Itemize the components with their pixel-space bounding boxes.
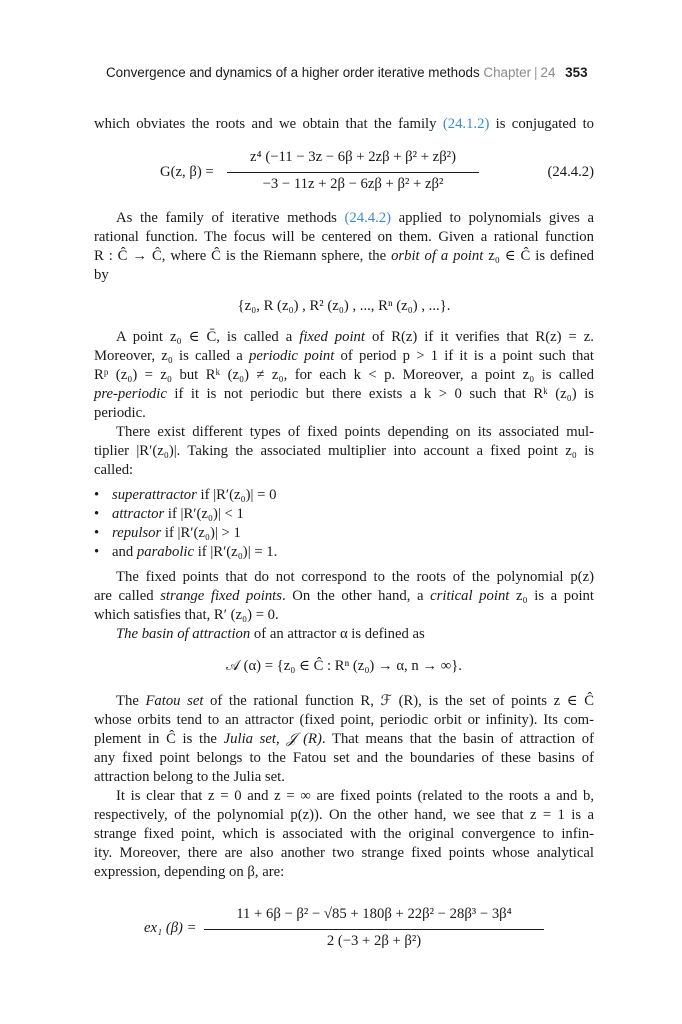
equation-numerator: z⁴ (−11 − 3z − 6β + 2zβ + β² + zβ²) [250,149,456,165]
header-chapter-number: 24 [540,65,556,80]
equation-ref-link[interactable]: (24.4.2) [344,210,392,226]
bullet-icon: • [94,525,100,541]
text-line: are called strange fixed points. On the other hand, a critical point z₀ is a point [94,588,594,604]
bullet-icon: • [94,544,100,560]
equation-ref-link[interactable]: (24.1.2) [442,116,490,132]
list-item: • superattractor if |R′(z₀)| = 0 [94,487,277,503]
orbit-formula: {z₀, R (z₀) , R² (z₀) , ..., Rⁿ (z₀) , ...}. [237,298,451,314]
text-line: As the family of iterative methods (24.4.2) applied to polynomials gives a [116,210,594,226]
text-line: The fixed points that do not correspond to the roots of the polynomial p(z) [116,569,594,585]
equation-lhs: G(z, β) = [160,164,214,180]
text-line: The Fatou set of the rational function R, ℱ (R), is the set of points z ∈ Ĉ [116,693,594,709]
text-line: which obviates the roots and we obtain that the family (24.1.2) is conjugated to [94,116,594,132]
fraction-bar [227,172,479,174]
text-line: rational function. The focus will be centered on them. Given a rational function [94,229,594,245]
equation-denominator: 2 (−3 + 2β + β²) [326,933,422,949]
equation-numerator: 11 + 6β − β² − √85 + 180β + 22β² − 28β³ − 3β⁴ [236,906,512,922]
text-line: called: [94,462,134,478]
text-line: There exist different types of fixed points depending on its associated mul- [116,424,594,440]
basin-formula: 𝒜 (α) = {z₀ ∈ Ĉ : Rⁿ (z₀) → α, n → ∞}. [226,658,462,674]
equation-denominator: −3 − 11z + 2β − 6zβ + β² + zβ² [262,176,444,192]
list-item: • and parabolic if |R′(z₀)| = 1. [94,544,278,560]
list-item: • repulsor if |R′(z₀)| > 1 [94,525,241,541]
equation-number: (24.4.2) [547,164,594,180]
list-item: • attractor if |R′(z₀)| < 1 [94,506,244,522]
text-line: by [94,267,109,283]
fraction-bar [204,929,544,931]
text-line: respectively, of the polynomial p(z)). On the other hand, we see that z = 1 is a [94,807,594,823]
text-line: expression, depending on β, are: [94,864,285,880]
text-line: strange fixed point, which is associated with the original convergence to infin- [94,826,594,842]
bullet-icon: • [94,487,100,503]
page-number: 353 [565,65,588,80]
header-separator: | [534,65,538,80]
text-line: pre-periodic if it is not periodic but there exists a k > 0 such that Rᵏ (z₀) is [94,386,594,402]
text-line: ity. Moreover, there are also another two strange fixed points whose analytical [94,845,594,861]
header-title: Convergence and dynamics of a higher order iterative methods [106,65,480,80]
text-line: any fixed point belongs to the Fatou set and the boundaries of these basins of [94,750,594,766]
running-header [106,64,594,82]
text-line: It is clear that z = 0 and z = ∞ are fixed points (related to the roots a and b, [116,788,594,804]
text-line: The basin of attraction of an attractor α is defined as [116,626,425,642]
text-line: which satisfies that, R′ (z₀) = 0. [94,607,279,623]
text-line: R : Ĉ → Ĉ, where Ĉ is the Riemann sphere, the orbit of a point z₀ ∈ Ĉ is defined [94,248,594,264]
text-line: periodic. [94,405,146,421]
text-line: attraction belong to the Julia set. [94,769,285,785]
equation-lhs: ex₁ (β) = [144,920,197,936]
text-line: Rᵖ (z₀) = z₀ but Rᵏ (z₀) ≠ z₀, for each k < p. Moreover, a point z₀ is called [94,367,594,383]
bullet-icon: • [94,506,100,522]
text-line: Moreover, z₀ is called a periodic point of period p > 1 if it is a point such that [94,348,595,364]
text-line: A point z₀ ∈ C̄, is called a fixed point of R(z) if it verifies that R(z) = z. [116,329,594,345]
text-line: whose orbits tend to an attractor (fixed point, periodic orbit or infinity). Its com- [94,712,594,728]
text-line: tiplier |R′(z₀)|. Taking the associated multiplier into account a fixed point z₀ is [94,443,594,459]
text-line: plement in Ĉ is the Julia set, 𝒥 (R). That means that the basin of attraction of [94,731,594,747]
header-chapter-label: Chapter [483,65,532,80]
